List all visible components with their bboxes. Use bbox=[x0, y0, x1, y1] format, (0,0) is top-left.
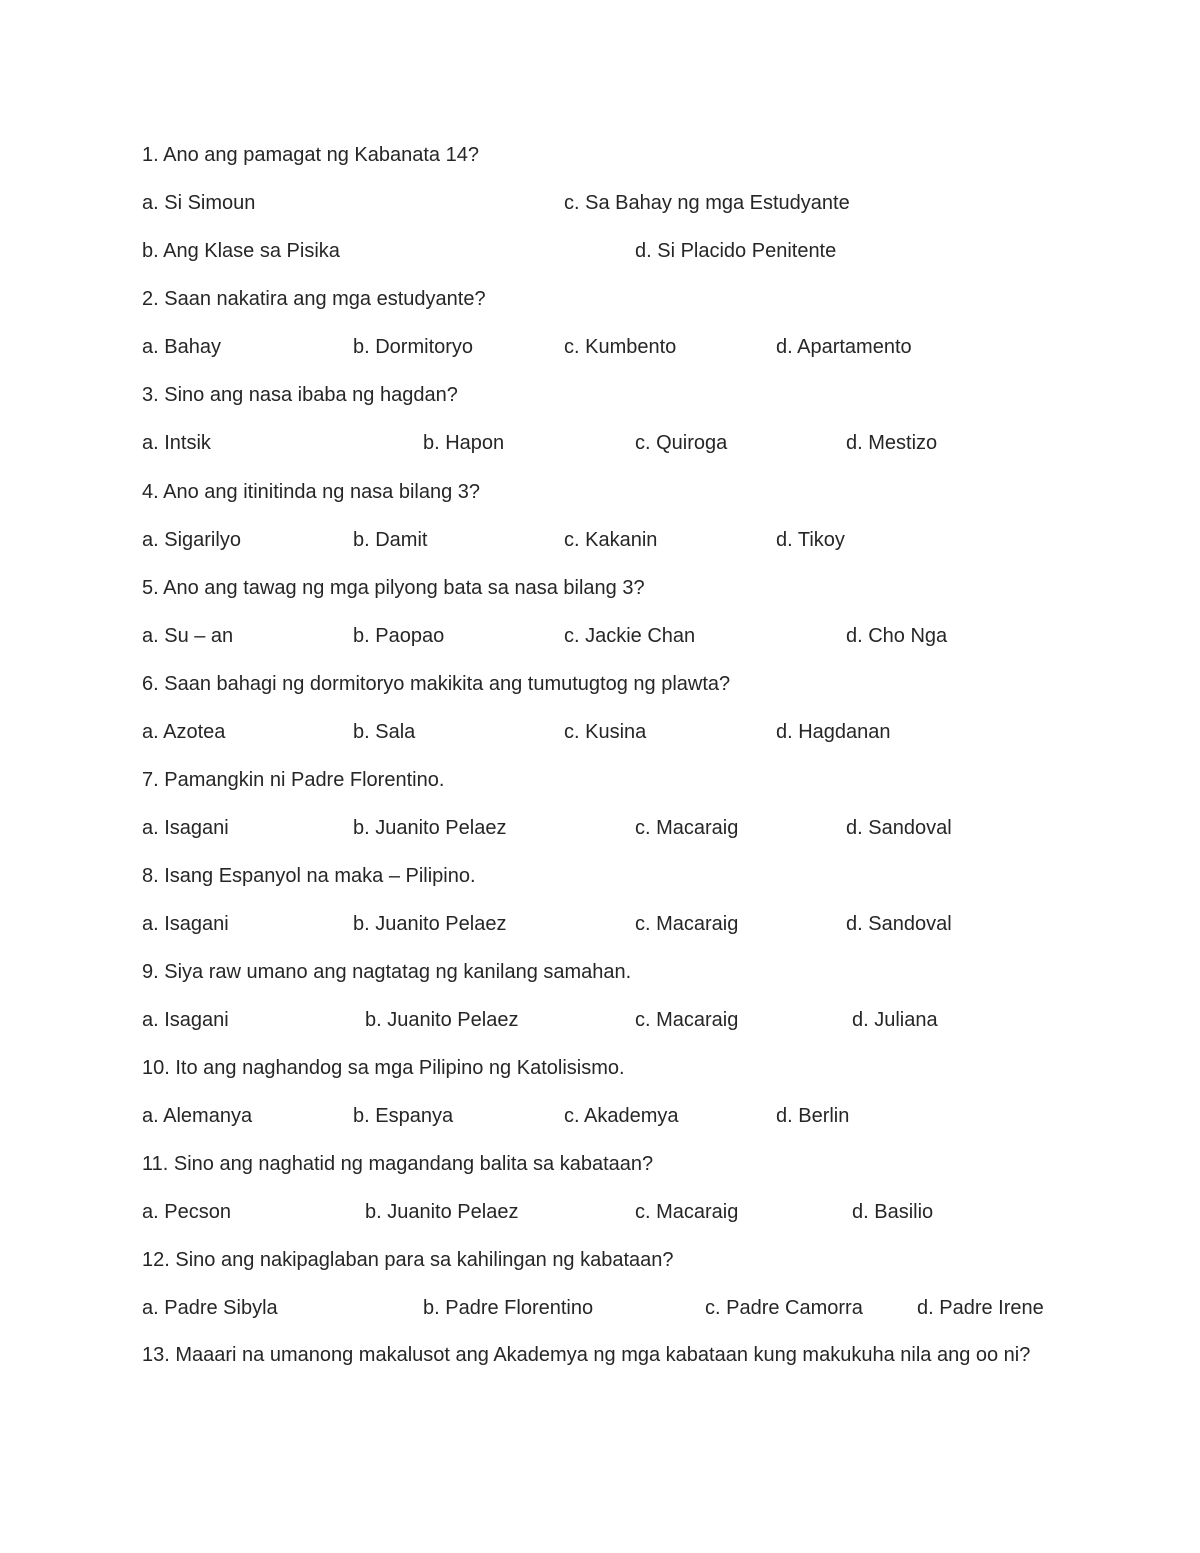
choice-7c: c. Macaraig bbox=[635, 817, 739, 839]
choice-3d: d. Mestizo bbox=[846, 432, 938, 454]
choice-12a: a. Padre Sibyla bbox=[142, 1297, 278, 1319]
question-8: 8. Isang Espanyol na maka – Pilipino. bbox=[142, 865, 476, 887]
choice-1c: c. Sa Bahay ng mga Estudyante bbox=[564, 192, 850, 214]
choice-3a: a. Intsik bbox=[142, 432, 211, 454]
choice-1d: d. Si Placido Penitente bbox=[635, 240, 837, 262]
question-3: 3. Sino ang nasa ibaba ng hagdan? bbox=[142, 384, 458, 406]
question-10: 10. Ito ang naghandog sa mga Pilipino ng Katolisismo. bbox=[142, 1057, 625, 1079]
choice-11a: a. Pecson bbox=[142, 1201, 231, 1223]
question-2: 2. Saan nakatira ang mga estudyante? bbox=[142, 288, 486, 310]
choice-11b: b. Juanito Pelaez bbox=[365, 1201, 519, 1223]
choice-11d: d. Basilio bbox=[852, 1201, 934, 1223]
choice-5a: a. Su – an bbox=[142, 625, 234, 647]
choice-9b: b. Juanito Pelaez bbox=[365, 1009, 519, 1031]
choice-2c: c. Kumbento bbox=[564, 336, 677, 358]
choice-8c: c. Macaraig bbox=[635, 913, 739, 935]
question-7: 7. Pamangkin ni Padre Florentino. bbox=[142, 769, 445, 791]
choice-3b: b. Hapon bbox=[423, 432, 505, 454]
choice-5d: d. Cho Nga bbox=[846, 625, 948, 647]
choice-8b: b. Juanito Pelaez bbox=[353, 913, 507, 935]
choice-2b: b. Dormitoryo bbox=[353, 336, 474, 358]
choice-10b: b. Espanya bbox=[353, 1105, 454, 1127]
choice-9a: a. Isagani bbox=[142, 1009, 229, 1031]
choice-1a: a. Si Simoun bbox=[142, 192, 256, 214]
choice-9d: d. Juliana bbox=[852, 1009, 938, 1031]
choice-4b: b. Damit bbox=[353, 529, 428, 551]
question-11: 11. Sino ang naghatid ng magandang balita sa kabataan? bbox=[142, 1153, 654, 1175]
question-9: 9. Siya raw umano ang nagtatag ng kanilang samahan. bbox=[142, 961, 632, 983]
choice-2d: d. Apartamento bbox=[776, 336, 912, 358]
choice-9c: c. Macaraig bbox=[635, 1009, 739, 1031]
choice-3c: c. Quiroga bbox=[635, 432, 728, 454]
choice-10a: a. Alemanya bbox=[142, 1105, 253, 1127]
choice-2a: a. Bahay bbox=[142, 336, 221, 358]
question-12: 12. Sino ang nakipaglaban para sa kahilingan ng kabataan? bbox=[142, 1249, 674, 1271]
choice-7a: a. Isagani bbox=[142, 817, 229, 839]
choice-10c: c. Akademya bbox=[564, 1105, 679, 1127]
choice-4c: c. Kakanin bbox=[564, 529, 658, 551]
choice-1b: b. Ang Klase sa Pisika bbox=[142, 240, 340, 262]
choice-6d: d. Hagdanan bbox=[776, 721, 891, 743]
choice-12c: c. Padre Camorra bbox=[705, 1297, 863, 1319]
question-1: 1. Ano ang pamagat ng Kabanata 14? bbox=[142, 144, 479, 166]
choice-5c: c. Jackie Chan bbox=[564, 625, 696, 647]
choice-4a: a. Sigarilyo bbox=[142, 529, 241, 551]
question-4: 4. Ano ang itinitinda ng nasa bilang 3? bbox=[142, 481, 481, 503]
question-13: 13. Maaari na umanong makalusot ang Akademya ng mga kabataan kung makukuha nila ang oo ni? bbox=[142, 1344, 1031, 1366]
choice-10d: d. Berlin bbox=[776, 1105, 850, 1127]
choice-7d: d. Sandoval bbox=[846, 817, 952, 839]
question-5: 5. Ano ang tawag ng mga pilyong bata sa nasa bilang 3? bbox=[142, 577, 645, 599]
choice-6a: a. Azotea bbox=[142, 721, 226, 743]
choice-4d: d. Tikoy bbox=[776, 529, 845, 551]
choice-12b: b. Padre Florentino bbox=[423, 1297, 594, 1319]
choice-8d: d. Sandoval bbox=[846, 913, 952, 935]
choice-5b: b. Paopao bbox=[353, 625, 445, 647]
choice-7b: b. Juanito Pelaez bbox=[353, 817, 507, 839]
question-6: 6. Saan bahagi ng dormitoryo makikita ang tumutugtog ng plawta? bbox=[142, 673, 731, 695]
choice-6b: b. Sala bbox=[353, 721, 416, 743]
choice-6c: c. Kusina bbox=[564, 721, 647, 743]
choice-8a: a. Isagani bbox=[142, 913, 229, 935]
choice-11c: c. Macaraig bbox=[635, 1201, 739, 1223]
choice-12d: d. Padre Irene bbox=[917, 1297, 1044, 1319]
